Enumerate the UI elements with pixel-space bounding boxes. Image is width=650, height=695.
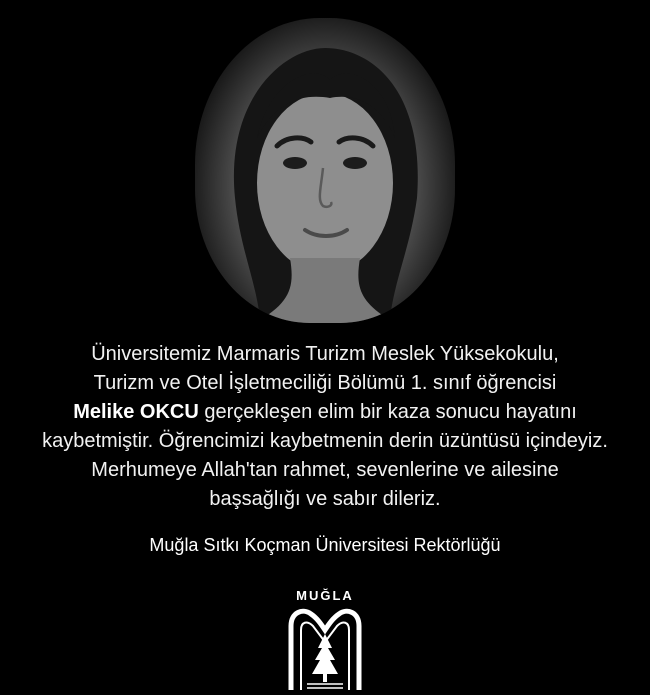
message-line-1: Üniversitemiz Marmaris Turizm Meslek Yüksekokulu, — [91, 343, 559, 365]
message-line-2: Turizm ve Otel İşletmeciliği Bölümü 1. sınıf öğrencisi — [93, 372, 557, 394]
message-line-6: başsağlığı ve sabır dileriz. — [209, 488, 441, 510]
portrait-photo — [195, 18, 455, 323]
message-line-3 — [20, 398, 630, 427]
logo-word: MUĞLA — [296, 588, 354, 603]
signature: Muğla Sıtkı Koçman Üniversitesi Rektörlüğü — [149, 535, 501, 555]
message-line-5: Merhumeye Allah'tan rahmet, sevenlerine ve ailesine — [91, 459, 559, 481]
message-line-4: kaybetmiştir. Öğrencimizi kaybetmenin derin üzüntüsü içindeyiz. — [42, 430, 608, 452]
message-line-3-rest: gerçekleşen elim bir kaza sonucu hayatını — [198, 401, 577, 423]
logo-emblem-icon — [285, 604, 365, 692]
condolence-message — [20, 340, 630, 514]
portrait-illustration — [195, 18, 455, 323]
university-logo — [270, 588, 380, 693]
student-name: Melike OKCU — [73, 401, 199, 423]
